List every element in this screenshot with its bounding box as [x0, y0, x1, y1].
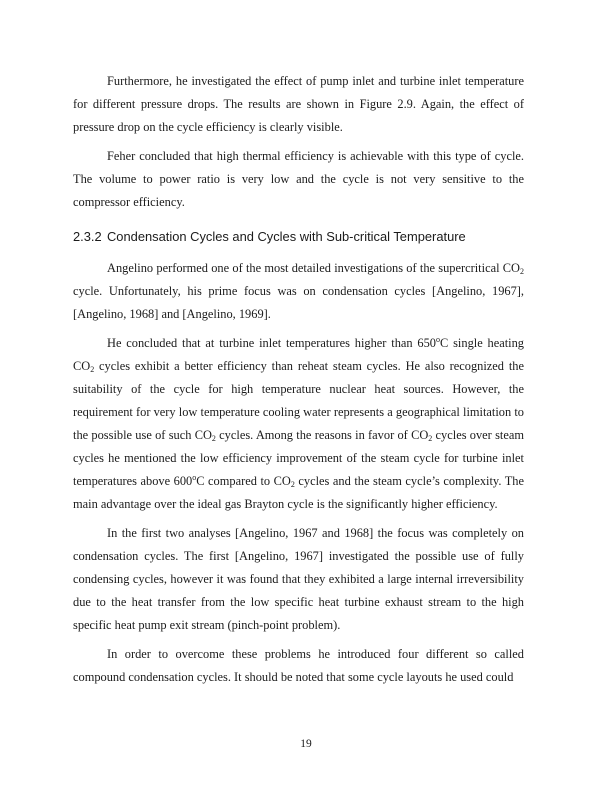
page-body-text: [73, 70, 524, 689]
body-paragraph: In order to overcome these problems he introduced four different so called compound condensation cycles. It should be noted that some cycle layouts he used could: [73, 647, 524, 684]
body-paragraph: In the first two analyses [Angelino, 1967 and 1968] the focus was completely on condensation cycles. The first [Angelino, 1967] investigated the possible use of fully condensing cycles, however it was found that they exhibited a large internal irreversibility due to the heat transfer from the low specific heat turbine exhaust stream to the high specific heat pump exit stream (pinch-point problem).: [73, 526, 524, 632]
body-paragraph: He concluded that at turbine inlet temperatures higher than 650$^o$C single heating $CO_2$ cycles exhibit a better efficiency than reheat steam cycles. He also recognized the suitability of the cycle for high temperature nuclear heat sources. However, the requirement for very low temperature cooling water represents a geographical limitation to the possible use of such $CO_2$ cycles. Among the reasons in favor of $CO_2$ cycles over steam cycles he mentioned the low efficiency improvement of the steam cycle for turbine inlet temperatures above 600$^o$C compared to $CO_2$ cycles and the steam cycle’s complexity. The main advantage over the ideal gas Brayton cycle is the significantly higher efficiency.: [73, 335, 525, 511]
body-paragraph: Angelino performed one of the most detailed investigations of the supercritical $CO_2$ cycle. Unfortunately, his prime focus was on condensation cycles [Angelino, 1967], [Angelino, 1968] and [Angelino, 1969].: [73, 261, 524, 321]
section-title: Condensation Cycles and Cycles with Sub-critical Temperature: [107, 229, 466, 244]
section-heading: [73, 225, 524, 248]
page-number: 19: [300, 738, 312, 750]
section-number: 2.3.2: [73, 229, 102, 244]
page-footer: [0, 738, 612, 750]
body-paragraph: Feher concluded that high thermal efficiency is achievable with this type of cycle. The volume to power ratio is very low and the cycle is not very sensitive to the compressor efficiency.: [73, 149, 524, 209]
body-paragraph: Furthermore, he investigated the effect of pump inlet and turbine inlet temperature for different pressure drops. The results are shown in Figure 2.9. Again, the effect of pressure drop on the cycle efficiency is clearly visible.: [73, 74, 524, 134]
